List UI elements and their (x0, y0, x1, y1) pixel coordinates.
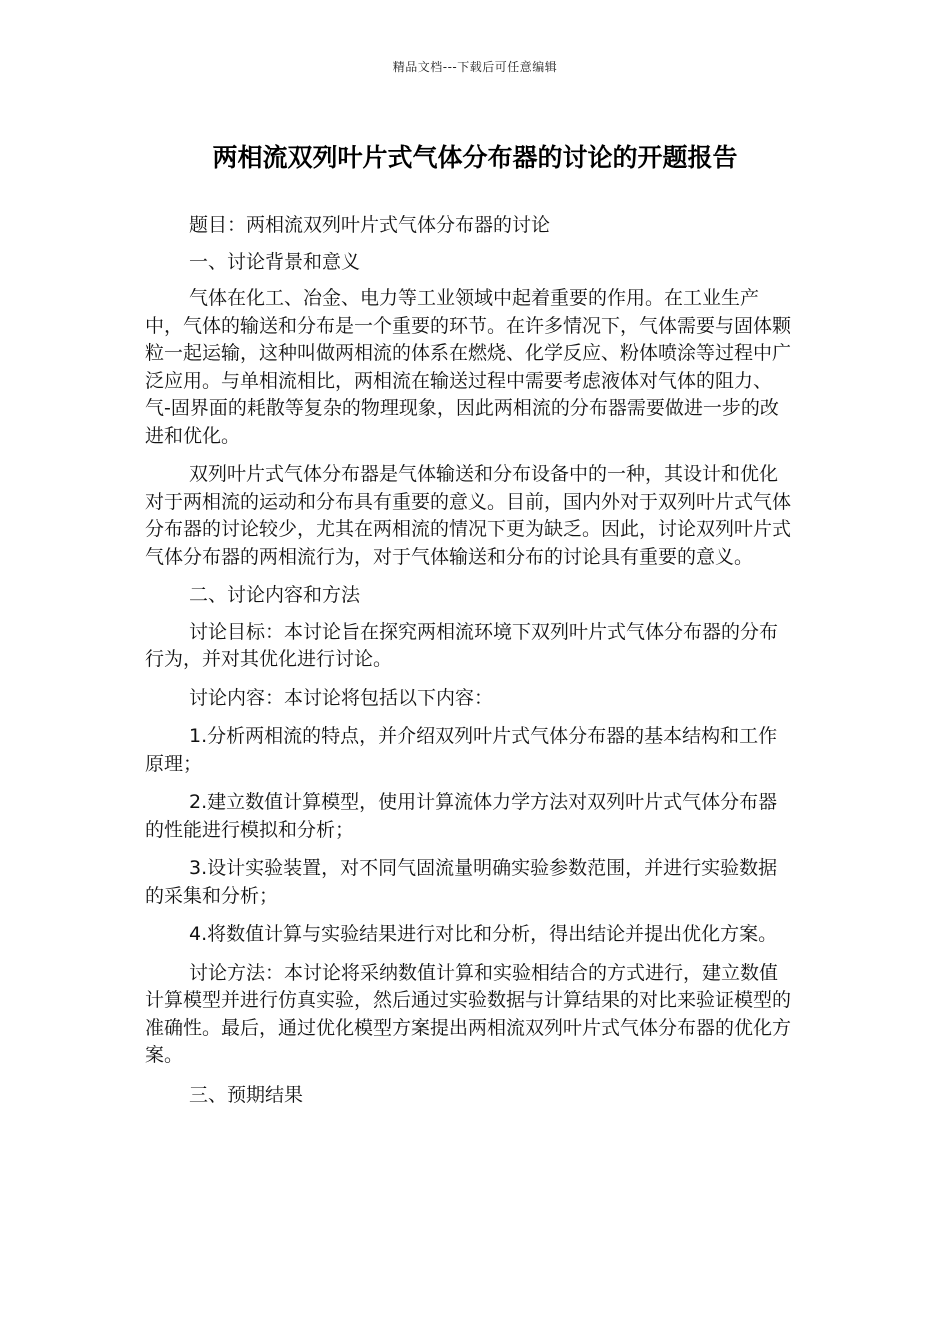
content-list-item-1: 1.分析两相流的特点，并介绍双列叶片式气体分布器的基本结构和工作原理； (145, 725, 778, 775)
content-list-item-4: 4.将数值计算与实验结果进行对比和分析，得出结论并提出优化方案。 (189, 923, 778, 945)
document-title: 两相流双列叶片式气体分布器的讨论的开题报告 (212, 143, 738, 172)
section-heading-background: 一、讨论背景和意义 (189, 250, 361, 273)
header-note: 精品文档---下载后可任意编辑 (392, 60, 558, 74)
subject-line: 题目：两相流双列叶片式气体分布器的讨论 (189, 214, 551, 236)
document-body (145, 212, 795, 1118)
section-heading-content-method: 二、讨论内容和方法 (189, 584, 361, 606)
content-list-item-2: 2.建立数值计算模型，使用计算流体力学方法对双列叶片式气体分布器的性能进行模拟和分析； (145, 791, 778, 841)
background-paragraph-1: 气体在化工、冶金、电力等工业领域中起着重要的作用。在工业生产中，气体的输送和分布是一个重要的环节。在许多情况下，气体需要与固体颗粒一起运输，这种叫做两相流的体系在燃烧、化学反应、粉体喷涂等过程中广泛应用。与单相流相比，两相流在输送过程中需要考虑液体对气体的阻力、气-固界面的耗散等复杂的物理现象，因此两相流的分布器需要做进一步的改进和优化。 (145, 287, 792, 447)
research-method-paragraph: 讨论方法：本讨论将采纳数值计算和实验相结合的方式进行，建立数值计算模型并进行仿真实验，然后通过实验数据与计算结果的对比来验证模型的准确性。最后，通过优化模型方案提出两相流双列叶片式气体分布器的优化方案。 (145, 961, 792, 1066)
content-list-item-3: 3.设计实验装置，对不同气固流量明确实验参数范围，并进行实验数据的采集和分析； (145, 857, 778, 907)
research-content-intro: 讨论内容：本讨论将包括以下内容： (189, 686, 494, 709)
research-goal-paragraph: 讨论目标：本讨论旨在探究两相流环境下双列叶片式气体分布器的分布行为，并对其优化进行讨论。 (145, 620, 779, 670)
background-paragraph-2: 双列叶片式气体分布器是气体输送和分布设备中的一种，其设计和优化对于两相流的运动和分布具有重要的意义。目前，国内外对于双列叶片式气体分布器的讨论较少，尤其在两相流的情况下更为缺乏。因此，讨论双列叶片式气体分布器的两相流行为，对于气体输送和分布的讨论具有重要的意义。 (145, 463, 792, 568)
section-heading-expected-results: 三、预期结果 (189, 1083, 304, 1106)
